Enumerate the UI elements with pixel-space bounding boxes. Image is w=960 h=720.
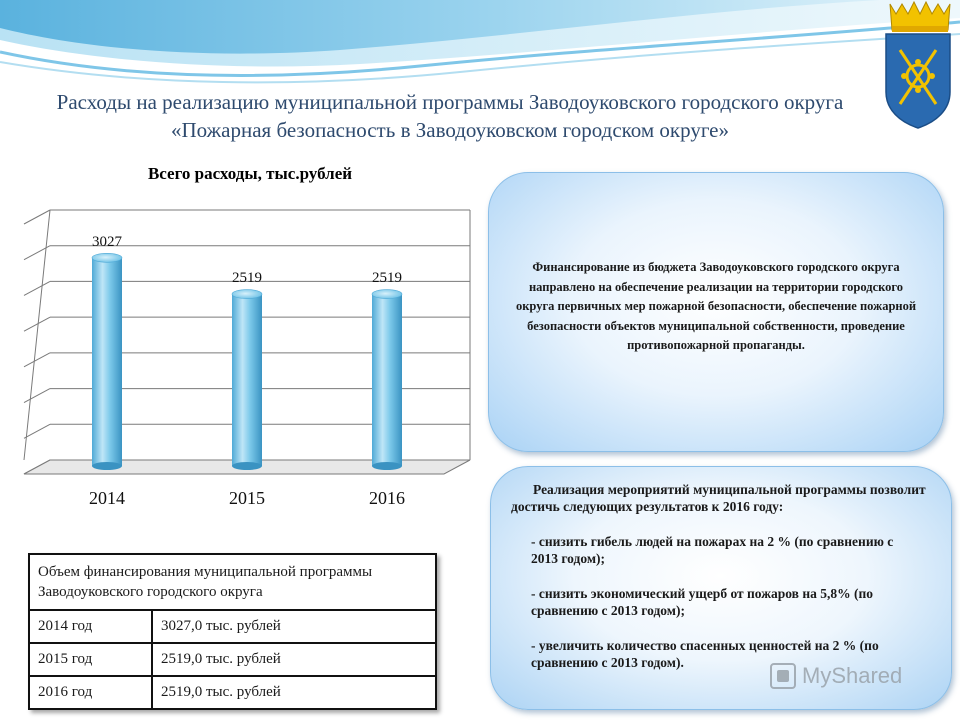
watermark bbox=[770, 660, 930, 692]
chart-gridline bbox=[24, 353, 50, 367]
financing-table bbox=[28, 553, 437, 710]
chart-bar-base bbox=[372, 462, 402, 470]
results-intro: Реализация мероприятий муниципальной программы позволит достичь следующих результатов к 2016 году: bbox=[511, 482, 926, 514]
table-cell-year: 2016 год bbox=[29, 676, 152, 709]
chart-data-label: 2519 bbox=[372, 270, 402, 287]
watermark-logo-icon bbox=[770, 663, 796, 689]
chart-gridline bbox=[24, 210, 50, 224]
chart-gridline bbox=[24, 389, 50, 403]
coat-of-arms-icon bbox=[880, 0, 956, 130]
chart-bar bbox=[232, 294, 262, 466]
table-row bbox=[29, 643, 436, 676]
info-box bbox=[488, 172, 944, 452]
results-item: - снизить экономический ущерб от пожаров на 5,8% (по сравнению с 2013 годом); bbox=[531, 586, 874, 618]
table-cell-amount: 2519,0 тыс. рублей bbox=[152, 676, 436, 709]
table-cell-year: 2014 год bbox=[29, 610, 152, 643]
slide-title: Расходы на реализацию муниципальной программы Заводоуковского городского округа «Пожарная безопасность в Заводоуковском городском округе» bbox=[56, 90, 844, 142]
info-box-text: Финансирование из бюджета Заводоуковского городского округа направлено на обеспечение реализации на территории городского округа первичных мер пожарной безопасности, обеспечение пожарной безопасности объектов муниципальной собственности, проведение противопожарной пропаганды. bbox=[515, 260, 917, 353]
chart-bar bbox=[372, 294, 402, 466]
chart-bar-base bbox=[92, 462, 122, 470]
chart-data-label: 3027 bbox=[92, 233, 122, 250]
chart-bar-cap bbox=[372, 290, 402, 299]
chart-gridline bbox=[24, 317, 50, 331]
chart-gridline bbox=[24, 246, 50, 260]
chart-gridline bbox=[24, 281, 50, 295]
chart-bar-cap bbox=[232, 290, 262, 299]
chart-tick-label: 2016 bbox=[369, 488, 405, 508]
chart-tick-label: 2015 bbox=[229, 488, 265, 508]
expenses-bar-chart bbox=[0, 190, 480, 510]
chart-data-label: 2519 bbox=[232, 270, 262, 287]
chart-bar-base bbox=[232, 462, 262, 470]
table-row bbox=[29, 610, 436, 643]
table-row bbox=[29, 676, 436, 709]
table-header-row bbox=[29, 554, 436, 610]
chart-title: Всего расходы, тыс.рублей bbox=[147, 164, 353, 183]
table-cell-amount: 2519,0 тыс. рублей bbox=[152, 643, 436, 676]
results-item: - снизить гибель людей на пожарах на 2 % (по сравнению с 2013 годом); bbox=[531, 534, 894, 566]
watermark-text: MyShared bbox=[802, 663, 903, 688]
chart-bar bbox=[92, 258, 122, 466]
header-wave-decoration bbox=[0, 0, 960, 90]
chart-bar-cap bbox=[92, 253, 122, 262]
chart-tick-label: 2014 bbox=[89, 488, 125, 508]
table-cell-amount: 3027,0 тыс. рублей bbox=[152, 610, 436, 643]
table-header: Объем финансирования муниципальной программы Заводоуковского городского округа bbox=[29, 554, 436, 610]
results-item: - увеличить количество спасенных ценностей на 2 % (по сравнению с 2013 годом). bbox=[531, 638, 879, 670]
table-cell-year: 2015 год bbox=[29, 643, 152, 676]
